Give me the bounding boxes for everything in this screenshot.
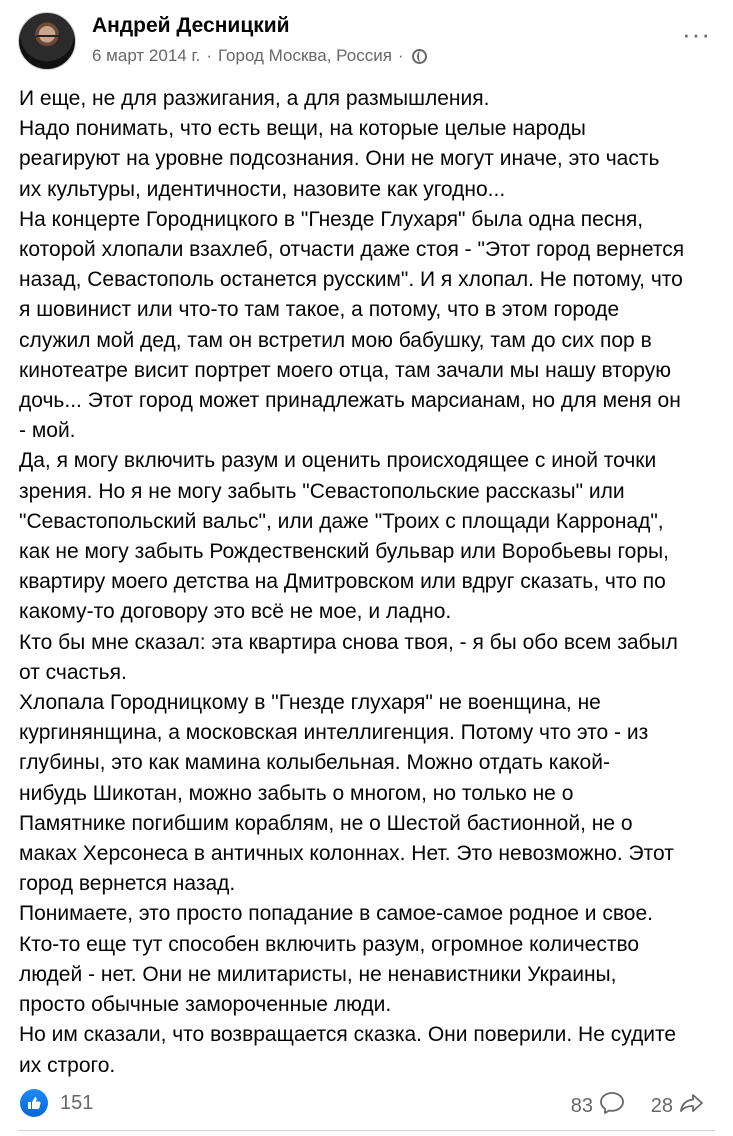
comment-icon [599,1091,625,1121]
like-count[interactable]: 151 [60,1092,94,1114]
post-date[interactable]: 6 март 2014 г. [92,46,201,65]
post-text: И еще, не для разжигания, а для размышления. Надо понимать, что есть вещи, на которые целые народы реагируют на уровне подсознания. Они не могут иначе, это часть их культуры, идентичности, назовите как угодно... На концерте Городницкого в "Гнезде Глухаря" была одна песня, которой хлопали взахлеб, отчасти даже стоя - "Этот город вернется назад, Севастополь останется русским". И я хлопал. Не потому, что я шовинист или что-то там такое, а потому, что в этом городе служил мой дед, там он встретил мою бабушку, там до сих пор в кинотеатре висит портрет моего отца, там зачали мы нашу вторую дочь... Этот город может принадлежать марсианам, но для меня он - мой. Да, я могу включить разум и оценить происходящее с иной точки зрения. Но я не могу забыть "Севастопольские рассказы" или "Севастопольский вальс", или даже "Троих с площади Карронад", как не могу забыть Рождественский бульвар или Воробьевы горы, квартиру моего детства на Дмитровском или вдруг сказать, что по какому-то договору это всё не мое, и ладно. Кто бы мне сказал: эта квартира снова твоя, - я бы обо всем забыл от счастья. Хлопала Городницкому в "Гнезде глухаря" не военщина, не кургинянщина, а московская интеллигенция. Потому что это - из глубины, это как мамина колыбельная. Можно отдать какой- нибудь Шикотан, можно забыть о многом, но только не о Памятнике погибшим кораблям, не о Шестой бастионной, не о маках Херсонеса в античных колоннах. Нет. Это невозможно. Этот город вернется назад. Понимаете, это просто попадание в самое-самое родное и свое. Кто-то еще тут способен включить разум, огромное количество людей - нет. Они не милитаристы, не ненавистники Украины, просто обычные замороченные люди. Но им сказали, что возвращается сказка. Они поверили. Не судите их строго. [19,87,685,1077]
footer-divider [18,1130,715,1131]
globe-icon[interactable] [412,49,427,64]
comments[interactable] [571,1091,625,1121]
more-options-icon[interactable]: ··· [682,19,711,49]
post-header [18,10,715,74]
author-name[interactable]: Андрей Десницкий [92,14,290,37]
meta-separator: · [206,46,212,65]
share-icon [679,1091,705,1121]
avatar-glasses [35,35,61,44]
comment-count: 83 [570,1094,593,1117]
share-count: 28 [650,1094,673,1117]
post-footer [18,1086,715,1122]
avatar[interactable] [18,12,76,70]
shares[interactable] [651,1091,705,1121]
post-meta [92,46,427,66]
like-icon[interactable] [20,1089,48,1117]
post-location[interactable]: Город Москва, Россия [217,46,392,65]
meta-separator-2: · [397,46,404,65]
